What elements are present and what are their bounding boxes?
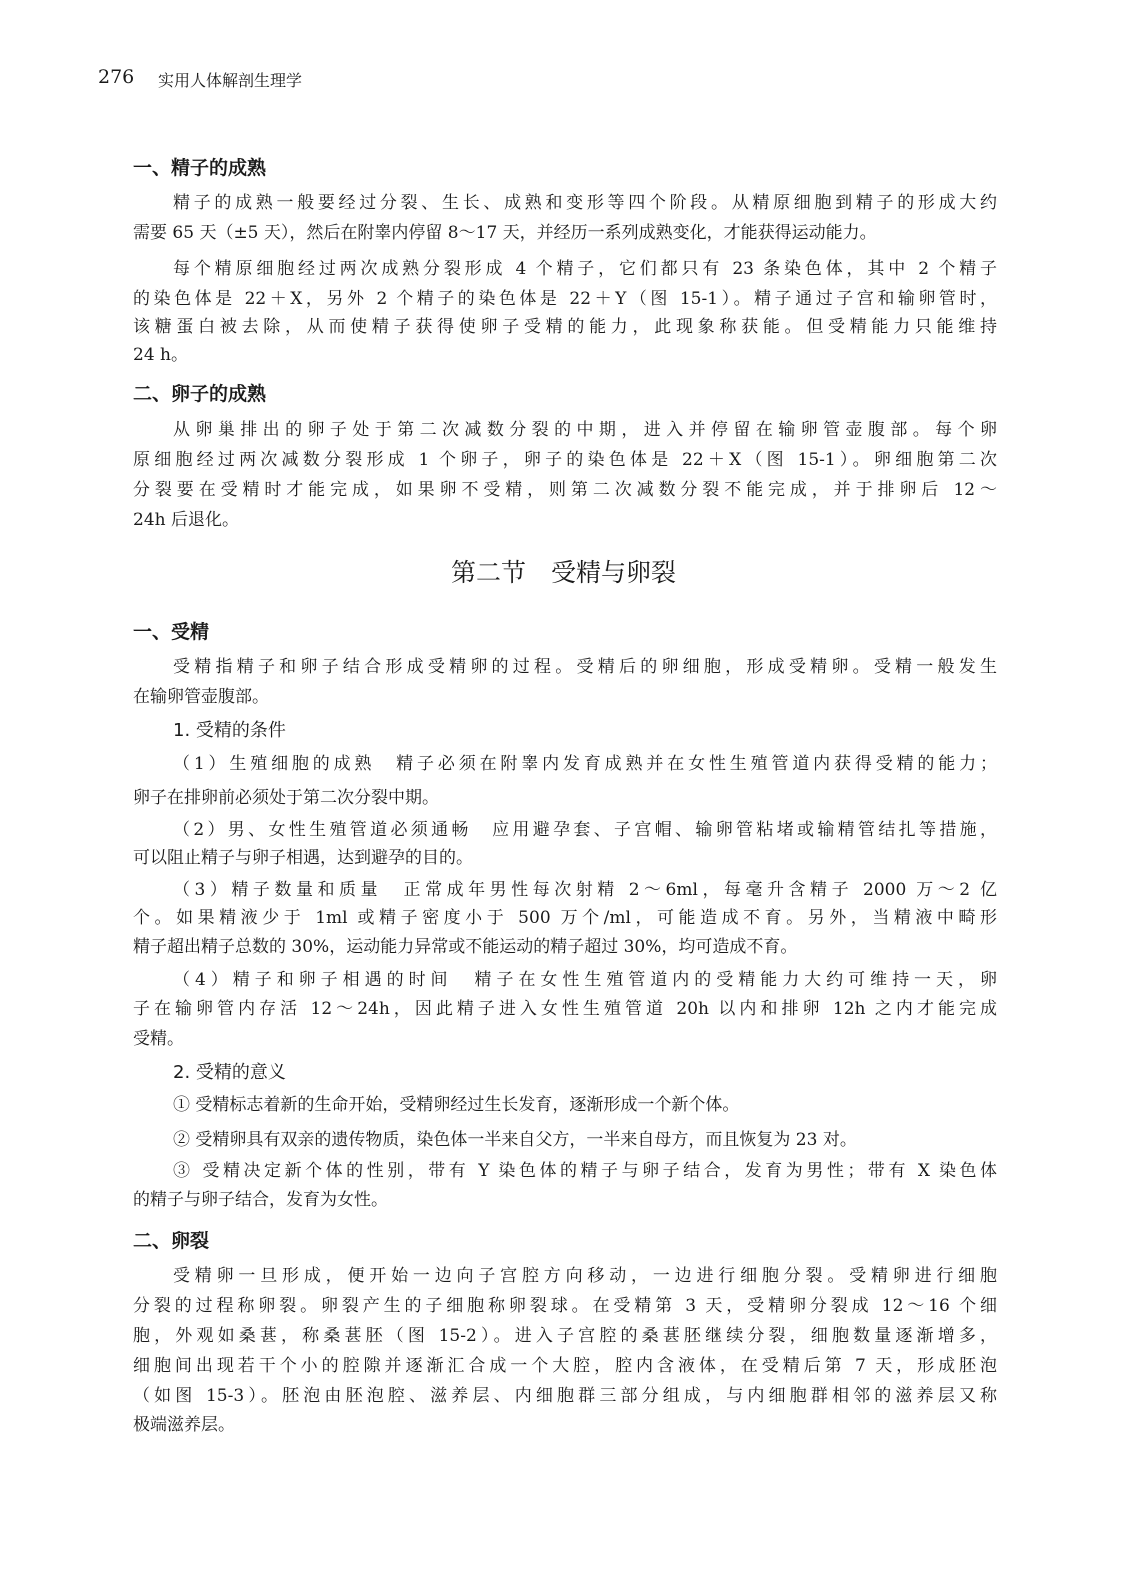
paragraph-line: 子在输卵管内存活 12～24h，因此精子进入女性生殖管道 20h 以内和排卵 12h 之内才能完成 (133, 999, 997, 1019)
paragraph-line: 分裂要在受精时才能完成，如果卵不受精，则第二次减数分裂不能完成，并于排卵后 12～ (133, 480, 997, 500)
paragraph-line: 24h 后退化。 (133, 510, 239, 530)
paragraph-line: ① 受精标志着新的生命开始，受精卵经过生长发育，逐渐形成一个新个体。 (173, 1095, 740, 1115)
paragraph-line: 受精卵一旦形成，便开始一边向子宫腔方向移动，一边进行细胞分裂。受精卵进行细胞 (173, 1266, 997, 1286)
paragraph-line: 受精。 (133, 1029, 184, 1049)
paragraph-line: 可以阻止精子与卵子相遇，达到避孕的目的。 (133, 848, 473, 868)
paragraph-line: 24 h。 (133, 345, 188, 365)
paragraph-line: 每个精原细胞经过两次成熟分裂形成 4 个精子，它们都只有 23 条染色体，其中 2 个精子 (173, 259, 997, 279)
paragraph-line: 个。如果精液少于 1ml 或精子密度小于 500 万个/ml，可能造成不育。另外，当精液中畸形 (133, 908, 997, 928)
paragraph-line: ③ 受精决定新个体的性别，带有 Y 染色体的精子与卵子结合，发育为男性；带有 X 染色体 (173, 1161, 997, 1181)
chapter-section-title: 第二节 受精与卵裂 (450, 558, 676, 587)
paragraph-line: 极端滋养层。 (133, 1415, 235, 1435)
subsection-heading: 1. 受精的条件 (173, 720, 286, 741)
section-heading: 二、卵子的成熟 (133, 383, 267, 405)
paragraph-line: （2）男、女性生殖管道必须通畅 应用避孕套、子宫帽、输卵管粘堵或输精管结扎等措施， (173, 820, 997, 840)
paragraph-line: 胞，外观如桑葚，称桑葚胚（图 15-2）。进入子宫腔的桑葚胚继续分裂，细胞数量逐渐增多， (133, 1326, 997, 1346)
paragraph-line: 分裂的过程称卵裂。卵裂产生的子细胞称卵裂球。在受精第 3 天，受精卵分裂成 12～16 个细 (133, 1296, 997, 1316)
section-heading: 一、受精 (133, 621, 210, 643)
section-heading: 一、精子的成熟 (133, 157, 267, 179)
paragraph-line: 从卵巢排出的卵子处于第二次减数分裂的中期，进入并停留在输卵管壶腹部。每个卵 (173, 420, 997, 440)
paragraph-line: 受精指精子和卵子结合形成受精卵的过程。受精后的卵细胞，形成受精卵。受精一般发生 (173, 657, 997, 677)
paragraph-line: ② 受精卵具有双亲的遗传物质，染色体一半来自父方，一半来自母方，而且恢复为 23 对。 (173, 1130, 857, 1150)
paragraph-line: （3）精子数量和质量 正常成年男性每次射精 2～6ml，每毫升含精子 2000 万～2 亿 (173, 880, 997, 900)
paragraph-line: 的精子与卵子结合，发育为女性。 (133, 1190, 388, 1210)
paragraph-line: 需要 65 天（±5 天），然后在附睾内停留 8～17 天，并经历一系列成熟变化，才能获得运动能力。 (133, 223, 877, 243)
paragraph-line: 原细胞经过两次减数分裂形成 1 个卵子，卵子的染色体是 22＋X（图 15-1）。卵细胞第二次 (133, 450, 997, 470)
paragraph-line: （1）生殖细胞的成熟 精子必须在附睾内发育成熟并在女性生殖管道内获得受精的能力； (173, 754, 997, 774)
paragraph-line: 精子超出精子总数的 30%，运动能力异常或不能运动的精子超过 30%，均可造成不育。 (133, 937, 798, 957)
paragraph-line: 卵子在排卵前必须处于第二次分裂中期。 (133, 788, 439, 808)
paragraph-line: （4）精子和卵子相遇的时间 精子在女性生殖管道内的受精能力大约可维持一天，卵 (173, 970, 997, 990)
page-number: 276 (98, 66, 135, 88)
subsection-heading: 2. 受精的意义 (173, 1062, 286, 1083)
paragraph-line: 该糖蛋白被去除，从而使精子获得使卵子受精的能力，此现象称获能。但受精能力只能维持 (133, 317, 997, 337)
paragraph-line: 精子的成熟一般要经过分裂、生长、成熟和变形等四个阶段。从精原细胞到精子的形成大约 (173, 193, 997, 213)
section-heading: 二、卵裂 (133, 1230, 210, 1252)
paragraph-line: （如图 15-3）。胚泡由胚泡腔、滋养层、内细胞群三部分组成，与内细胞群相邻的滋养层又称 (133, 1386, 997, 1406)
running-header-title: 实用人体解剖生理学 (158, 71, 303, 90)
paragraph-line: 细胞间出现若干个小的腔隙并逐渐汇合成一个大腔，腔内含液体，在受精后第 7 天，形成胚泡 (133, 1356, 997, 1376)
paragraph-line: 在输卵管壶腹部。 (133, 687, 269, 707)
paragraph-line: 的染色体是 22＋X，另外 2 个精子的染色体是 22＋Y（图 15-1）。精子通过子宫和输卵管时， (133, 289, 997, 309)
